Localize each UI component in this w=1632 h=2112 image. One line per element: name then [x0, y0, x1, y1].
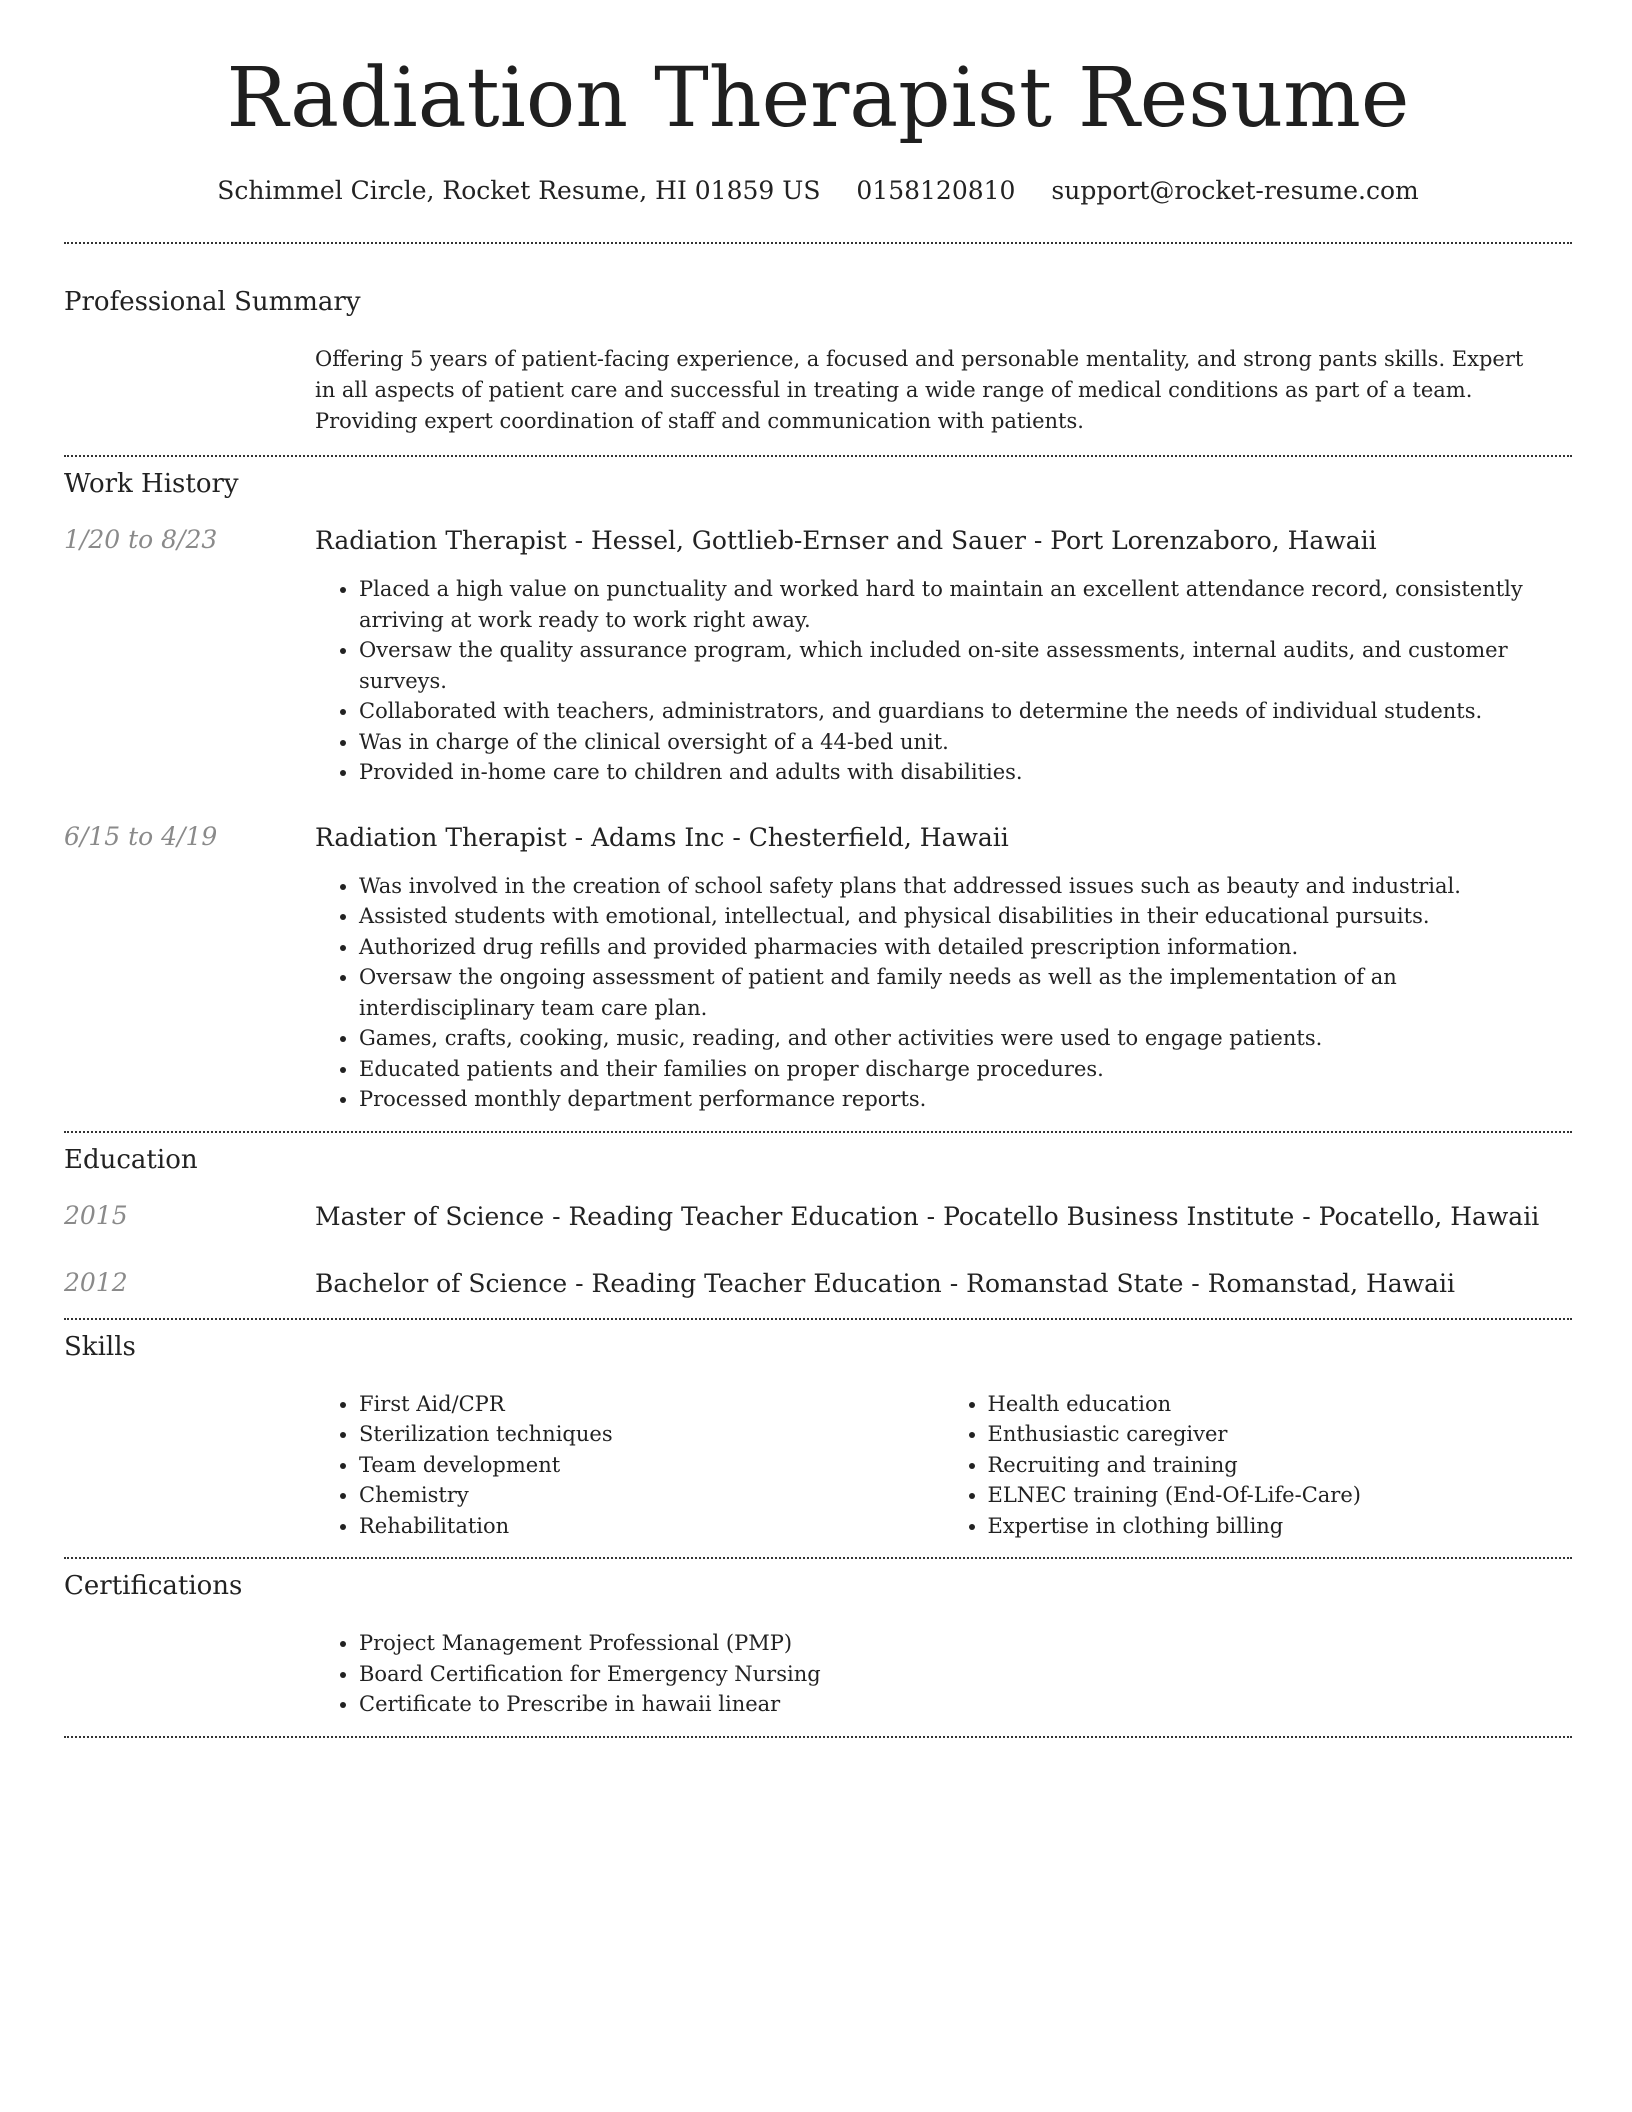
- list-item: • Board Certification for Emergency Nursing: [359, 1659, 1572, 1690]
- list-item: • Games, crafts, cooking, music, reading, and other activities were used to engage patients.: [359, 1023, 1572, 1054]
- education-entry: [64, 1268, 1572, 1300]
- section-divider: [64, 455, 1572, 457]
- resume-page: [64, 0, 1572, 1738]
- list-item: • Placed a high value on punctuality and worked hard to maintain an excellent attendance record, consistently arriving at work ready to work right away.: [359, 574, 1572, 635]
- job-dates: 1/20 to 8/23: [64, 525, 218, 554]
- education-body: [315, 1201, 1572, 1233]
- job-bullets: [315, 574, 1572, 788]
- section-divider: [64, 242, 1572, 244]
- education-year: 2015: [64, 1200, 128, 1230]
- certifications-body: [315, 1628, 1572, 1720]
- work-history-heading: Work History: [64, 469, 239, 499]
- resume-title: Radiation Therapist Resume: [226, 51, 1410, 146]
- job-body: [315, 822, 1572, 1115]
- list-item: • Recruiting and training: [988, 1450, 1573, 1481]
- list-item: • Certificate to Prescribe in hawaii linear: [359, 1689, 1572, 1720]
- list-item: • Health education: [988, 1389, 1573, 1420]
- contact-line: [64, 176, 1572, 205]
- list-item: • Authorized drug refills and provided pharmacies with detailed prescription information.: [359, 932, 1572, 963]
- list-item: • Oversaw the quality assurance program, which included on-site assessments, internal audits, and customer surveys.: [359, 635, 1572, 696]
- list-item: • Was involved in the creation of school safety plans that addressed issues such as beauty and industrial.: [359, 871, 1572, 902]
- list-item: • Enthusiastic caregiver: [988, 1419, 1573, 1450]
- contact-phone: 0158120810: [856, 176, 1016, 205]
- list-item: • Processed monthly department performance reports.: [359, 1084, 1572, 1115]
- certifications-list: [315, 1628, 1572, 1720]
- education-title: Master of Science - Reading Teacher Education - Pocatello Business Institute - Pocatello, Hawaii: [315, 1201, 1540, 1231]
- list-item: • Was in charge of the clinical oversight of a 44-bed unit.: [359, 727, 1572, 758]
- summary-text: Offering 5 years of patient-facing experience, a focused and personable mentality, and strong pants skills. Expert in all aspects of patient care and successful in treating a wide range of medical conditions as part of a team. Providing expert coordination of staff and communication with patients.: [315, 347, 1524, 433]
- section-divider: [64, 1736, 1572, 1738]
- work-history-section: [64, 469, 1572, 1115]
- skills-heading: Skills: [64, 1331, 136, 1362]
- list-item: • Sterilization techniques: [359, 1419, 944, 1450]
- job-dates: 6/15 to 4/19: [64, 821, 218, 851]
- list-item: • ELNEC training (End-Of-Life-Care): [988, 1480, 1573, 1511]
- list-item: • Provided in-home care to children and adults with disabilities.: [359, 757, 1572, 788]
- section-divider: [64, 1131, 1572, 1133]
- list-item: • Expertise in clothing billing: [988, 1511, 1573, 1542]
- list-item: • Oversaw the ongoing assessment of patient and family needs as well as the implementation of an interdisciplinary team care plan.: [359, 962, 1572, 1023]
- skills-section: [64, 1332, 1572, 1542]
- list-item: • Collaborated with teachers, administrators, and guardians to determine the needs of individual students.: [359, 696, 1572, 727]
- job-bullets: [315, 871, 1572, 1115]
- section-divider: [64, 1557, 1572, 1559]
- section-divider: [64, 1318, 1572, 1320]
- job-title: Radiation Therapist - Hessel, Gottlieb-Ernser and Sauer - Port Lorenzaboro, Hawaii: [315, 526, 1377, 555]
- education-year: 2012: [64, 1267, 128, 1297]
- contact-address: Schimmel Circle, Rocket Resume, HI 01859 US: [217, 176, 821, 205]
- education-body: [315, 1268, 1572, 1300]
- certifications-heading: Certifications: [64, 1571, 243, 1601]
- list-item: • Team development: [359, 1450, 944, 1481]
- job-entry: [64, 525, 1572, 788]
- certifications-section: [64, 1571, 1572, 1720]
- education-heading: Education: [64, 1144, 198, 1175]
- education-title: Bachelor of Science - Reading Teacher Education - Romanstad State - Romanstad, Hawaii: [315, 1268, 1455, 1298]
- list-item: • Assisted students with emotional, intellectual, and physical disabilities in their educational pursuits.: [359, 901, 1572, 932]
- list-item: • Project Management Professional (PMP): [359, 1628, 1572, 1659]
- list-item: • Educated patients and their families on proper discharge procedures.: [359, 1054, 1572, 1085]
- job-body: [315, 525, 1572, 788]
- list-item: • Chemistry: [359, 1480, 944, 1511]
- summary-section: [64, 287, 1572, 437]
- education-section: [64, 1145, 1572, 1300]
- list-item: • Rehabilitation: [359, 1511, 944, 1542]
- education-entry: [64, 1201, 1572, 1233]
- contact-email: support@rocket-resume.com: [1051, 176, 1419, 205]
- summary-heading: Professional Summary: [64, 287, 361, 317]
- skills-list-left: [315, 1389, 944, 1542]
- job-title: Radiation Therapist - Adams Inc - Chesterfield, Hawaii: [315, 822, 1009, 852]
- job-entry: [64, 822, 1572, 1115]
- list-item: • First Aid/CPR: [359, 1389, 944, 1420]
- skills-list-right: [944, 1389, 1573, 1542]
- skills-columns: [315, 1389, 1572, 1542]
